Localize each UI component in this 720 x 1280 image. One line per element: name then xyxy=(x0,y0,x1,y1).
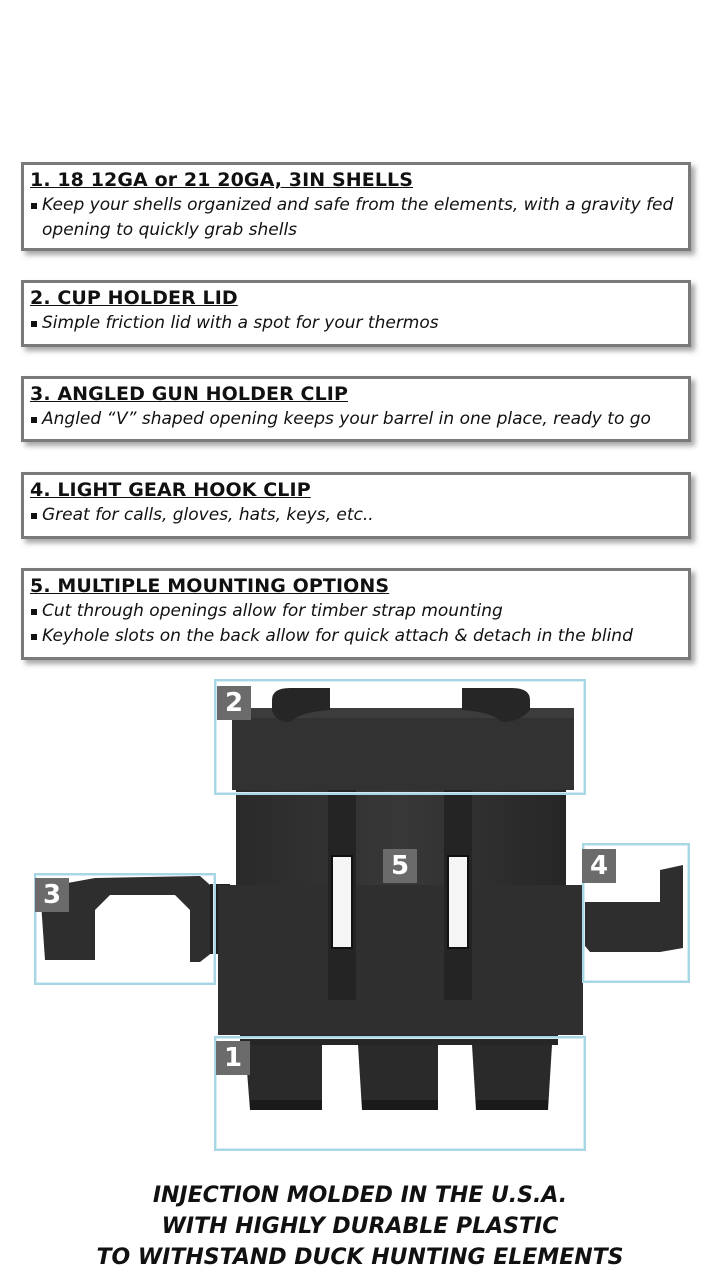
feature-title: 5. MULTIPLE MOUNTING OPTIONS xyxy=(30,575,390,597)
bullet-square-icon xyxy=(31,203,37,209)
bullet-text: Angled “V” shaped opening keeps your barrel in one place, ready to go xyxy=(42,409,651,429)
bullet-text: Cut through openings allow for timber strap mounting xyxy=(42,601,503,621)
bullet-square-icon xyxy=(31,609,37,615)
feature-title: 1. 18 12GA or 21 20GA, 3IN SHELLS xyxy=(30,169,414,191)
bullet-text: Keep your shells organized and safe from the elements, with a gravity fed opening to quickly grab shells xyxy=(42,195,674,240)
bullet-text: Keyhole slots on the back allow for quick attach & detach in the blind xyxy=(42,626,633,646)
callout-number-1: 1 xyxy=(216,1041,250,1075)
callout-box-lid xyxy=(214,679,586,795)
bullet-text: Simple friction lid with a spot for your thermos xyxy=(42,313,439,333)
footer-tagline xyxy=(0,1180,720,1273)
feature-box-hook-clip xyxy=(21,472,691,539)
feature-bullet xyxy=(30,311,682,336)
bullet-square-icon xyxy=(31,417,37,423)
feature-box-cup-holder xyxy=(21,280,691,347)
footer-line: WITH HIGHLY DURABLE PLASTIC xyxy=(161,1214,559,1239)
footer-line: TO WITHSTAND DUCK HUNTING ELEMENTS xyxy=(96,1245,624,1270)
callout-number-4: 4 xyxy=(582,849,616,883)
feature-bullet xyxy=(30,599,682,624)
bullet-square-icon xyxy=(31,634,37,640)
feature-box-mounting xyxy=(21,568,691,660)
feature-bullet xyxy=(30,503,682,528)
feature-title: 4. LIGHT GEAR HOOK CLIP xyxy=(30,479,311,501)
feature-title: 2. CUP HOLDER LID xyxy=(30,287,238,309)
bullet-square-icon xyxy=(31,321,37,327)
feature-box-shells xyxy=(21,162,691,251)
feature-bullet xyxy=(30,407,682,432)
footer-line: INJECTION MOLDED IN THE U.S.A. xyxy=(152,1183,568,1208)
callout-number-2: 2 xyxy=(217,686,251,720)
callout-number-3: 3 xyxy=(35,878,69,912)
product-illustration xyxy=(0,670,720,1170)
callout-number-5: 5 xyxy=(383,849,417,883)
callout-box-shells xyxy=(214,1036,586,1151)
bullet-square-icon xyxy=(31,513,37,519)
feature-bullet xyxy=(30,193,682,243)
feature-title: 3. ANGLED GUN HOLDER CLIP xyxy=(30,383,348,405)
bullet-text: Great for calls, gloves, hats, keys, etc.. xyxy=(42,505,374,525)
feature-box-gun-clip xyxy=(21,376,691,442)
feature-bullet xyxy=(30,624,682,649)
